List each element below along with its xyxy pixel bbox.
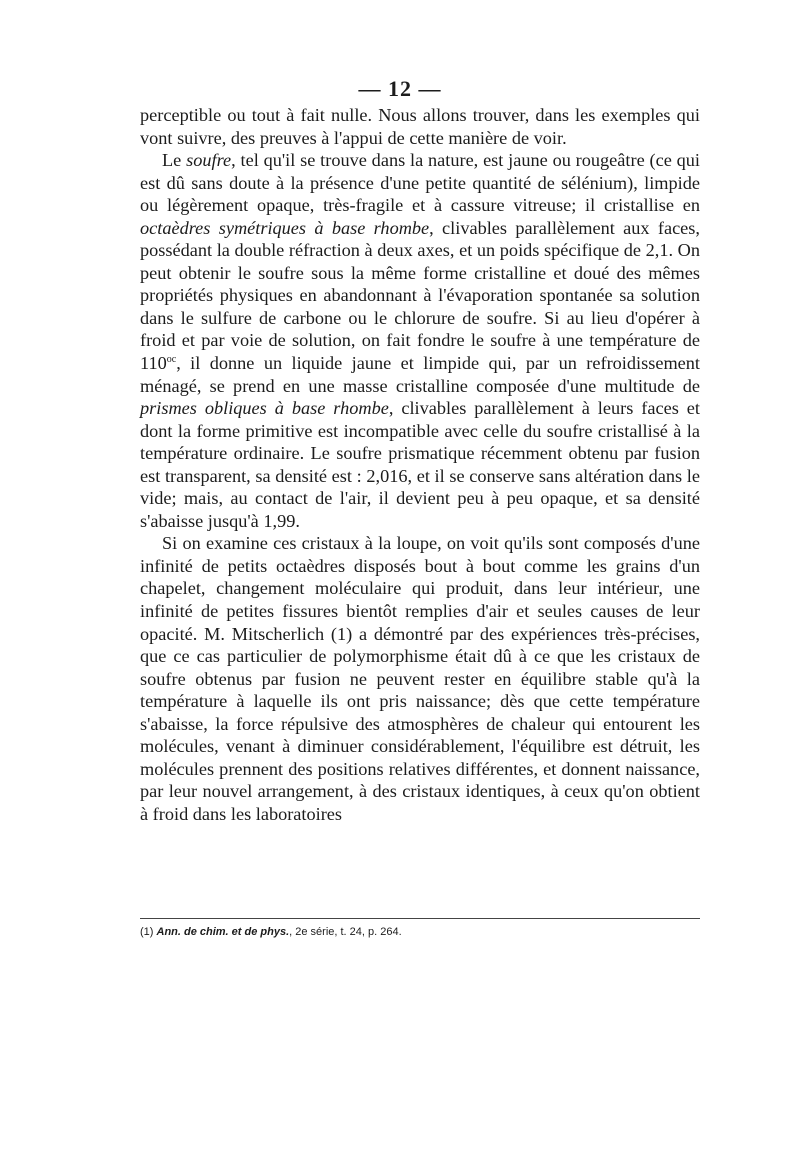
p2-text-i: , clivables parallèlement à leurs faces et dont la forme primitive est incompatible avec celle du soufre cristallisé à la température ordinaire. Le soufre prismatique récemment obtenu par fusion est transparent, sa densité est : 2,016, et il se conserve sans altération dans le vide; mais, au contact de l'air, il devient peu à peu opaque, et sa densité s'abaisse jusqu'à 1,99. <box>140 398 700 531</box>
page-number: — 12 — <box>358 76 442 101</box>
p2-text-e: , clivables parallèlement aux faces, possédant la double réfraction à deux axes, et un poids spécifique de 2,1. On peut obtenir le soufre sous la même forme cristalline et doué des mêmes propriétés physiques en abandonnant à l'évaporation spontanée sa solution dans le sulfure de carbone ou le chlorure de soufre. Si au lieu d'opérer à froid et par voie de solution, on fait fondre le soufre à une température de 110 <box>140 217 700 374</box>
footnote-divider <box>140 918 700 919</box>
p2-degree-sup: oc <box>166 353 177 365</box>
p2-term-soufre: soufre <box>186 150 232 171</box>
p2-text-a: Le <box>162 150 187 171</box>
body-text <box>140 104 700 826</box>
paragraph-1: perceptible ou tout à fait nulle. Nous allons trouver, dans les exemples qui vont suivre, des preuves à l'appui de cette manière de voir. <box>140 105 700 148</box>
paragraph-2 <box>140 149 700 532</box>
footnote-mark: (1) <box>140 926 157 938</box>
paragraph-3: Si on examine ces cristaux à la loupe, on voit qu'ils sont composés d'une infinité de petits octaèdres disposés bout à bout comme les grains d'un chapelet, changement moléculaire qui produit, dans leur intérieur, une infinité de petites fissures bientôt remplies d'air et seules causes de leur opacité. M. Mitscherlich (1) a démontré par des expériences très-précises, que ce cas particulier de polymorphisme était dû à ce que les cristaux de soufre obtenus par fusion ne peuvent rester en équilibre stable qu'à la température à laquelle ils ont pris naissance; dès que cette température s'abaisse, la force répulsive des atmosphères de chaleur qui entourent les molécules, venant à diminuer considérablement, l'équilibre est détruit, les molécules prennent des positions relatives différentes, et donnent naissance, par leur nouvel arrangement, à des cristaux identiques, à ceux qu'on obtient à froid dans les laboratoires <box>140 533 700 824</box>
p2-term-prismes: prismes obliques à base rhombe <box>140 398 389 419</box>
p2-term-octaedres: octaèdres symétriques à base rhombe <box>140 217 430 238</box>
footnote-ref: , 2e série, t. 24, p. 264. <box>289 926 402 938</box>
p2-text-g: , il donne un liquide jaune et limpide qui, par un refroidissement ménagé, se prend en une masse cristalline composée d'une multitude de <box>140 353 700 396</box>
p2-text-c: , tel qu'il se trouve dans la nature, est jaune ou rougeâtre (ce qui est dû sans doute à la présence d'une petite quantité de sélénium), limpide ou légèrement opaque, très-fragile et à cassure vitreuse; il cristallise en <box>140 150 700 216</box>
footnote <box>140 925 700 939</box>
footnote-journal: Ann. de chim. et de phys. <box>156 926 290 938</box>
